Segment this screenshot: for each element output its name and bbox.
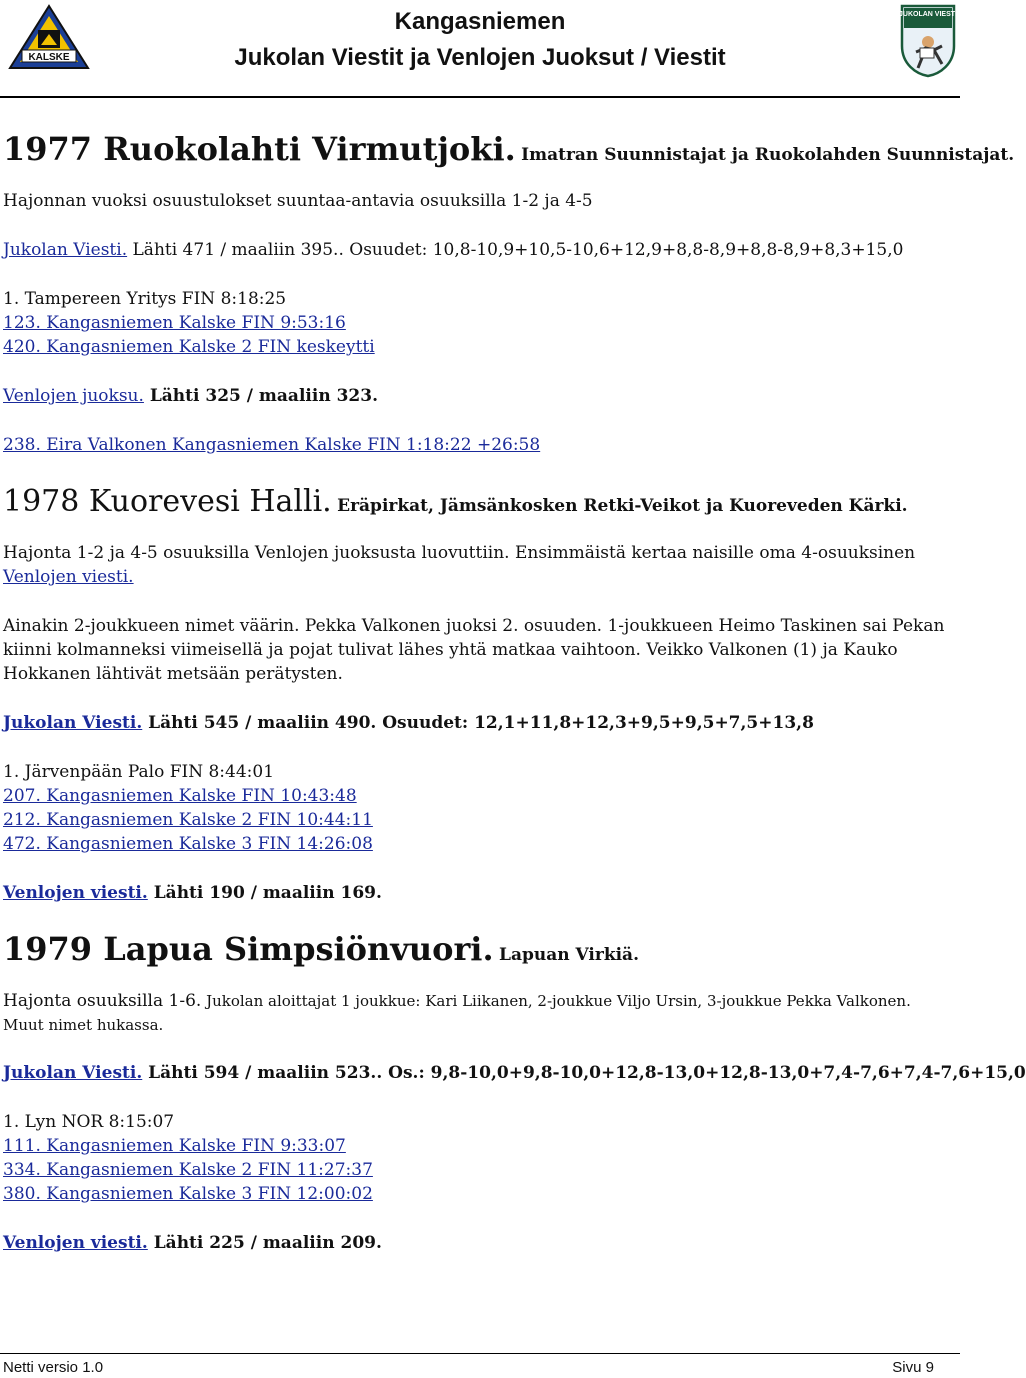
section-1979-note-b: Jukolan aloittajat 1 joukkue: Kari Liikanen, 2-joukkue Viljo Ursin, 3-joukkue Pekka Valkonen. xyxy=(201,992,911,1010)
jukola-logo-text: JUKOLAN VIESTI xyxy=(899,11,957,18)
result-link[interactable]: 472. Kangasniemen Kalske 3 FIN 14:26:08 xyxy=(3,834,373,854)
result-row: 1. Lyn NOR 8:15:07 xyxy=(3,1112,175,1132)
jukolan-viesti-logo xyxy=(898,2,958,78)
section-1977-jukola-line xyxy=(3,240,903,260)
section-1978-note2b: kiinni kolmanneksi viimeisellä ja pojat tulivat lähes yhtä matkaa vaihtoon. Veikko Valkonen (1) ja Kauko xyxy=(3,640,898,660)
section-1978-note2c: Hokkanen lähtivät metsään perätysten. xyxy=(3,664,343,684)
venla-1977-info: Lähti 325 / maaliin 323. xyxy=(143,386,379,406)
page-subtitle: Jukolan Viestit ja Venlojen Juoksut / Viestit xyxy=(234,44,726,71)
footer-page-number: Sivu 9 xyxy=(892,1359,934,1376)
jukola-1978-info: Lähti 545 / maaliin 490. Osuudet: 12,1+11,8+12,3+9,5+9,5+7,5+13,8 xyxy=(142,713,814,733)
section-1978-note2a: Ainakin 2-joukkueen nimet väärin. Pekka Valkonen juoksi 2. osuuden. 1-joukkueen Heimo Taskinen sai Pekan xyxy=(3,616,945,636)
jukola-1977-info: Lähti 471 / maaliin 395.. Osuudet: 10,8-10,9+10,5-10,6+12,9+8,8-8,9+8,8-8,9+8,3+15,0 xyxy=(127,240,904,260)
venla-1979-link[interactable]: Venlojen viesti. xyxy=(3,1233,148,1253)
section-1977-title: 1977 Ruokolahti Virmutjoki. xyxy=(3,130,516,168)
kalske-logo-text: KALSKE xyxy=(28,52,70,63)
jukola-1979-link[interactable]: Jukolan Viesti. xyxy=(3,1063,143,1083)
section-1979-title: 1979 Lapua Simpsiönvuori. xyxy=(3,930,494,968)
jukola-1977-link[interactable]: Jukolan Viesti. xyxy=(3,240,128,260)
section-1979-organizers: Lapuan Virkiä. xyxy=(499,945,639,965)
section-1978-title: 1978 Kuorevesi Halli. xyxy=(3,484,332,519)
section-1979-note xyxy=(3,991,911,1011)
result-row: 1. Järvenpään Palo FIN 8:44:01 xyxy=(3,762,275,782)
section-1979-jukola-line xyxy=(3,1063,1026,1083)
section-1977-venla-line xyxy=(3,386,378,406)
footer-version: Netti versio 1.0 xyxy=(3,1359,104,1376)
section-1977-note: Hajonnan vuoksi osuustulokset suuntaa-antavia osuuksilla 1-2 ja 4-5 xyxy=(3,191,593,211)
section-1979-venla-line xyxy=(3,1233,382,1253)
section-1978-organizers: Eräpirkat, Jämsänkosken Retki-Veikot ja Kuoreveden Kärki. xyxy=(337,496,908,516)
header-divider xyxy=(0,96,960,98)
jukola-1979-info: Lähti 594 / maaliin 523.. Os.: 9,8-10,0+9,8-10,0+12,8-13,0+12,8-13,0+7,4-7,6+7,4-7,6+15,0 xyxy=(142,1063,1026,1083)
page-title: Kangasniemen xyxy=(394,8,566,35)
result-link[interactable]: 238. Eira Valkonen Kangasniemen Kalske FIN 1:18:22 +26:58 xyxy=(3,435,541,455)
section-1978-note1: Hajonta 1-2 ja 4-5 osuuksilla Venlojen juoksusta luovuttiin. Ensimmäistä kertaa naisille oma 4-osuuksinen xyxy=(3,543,916,563)
jukola-1978-link[interactable]: Jukolan Viesti. xyxy=(3,713,143,733)
section-1978-heading xyxy=(3,484,908,519)
section-1977-heading xyxy=(3,130,1014,168)
section-1979-heading xyxy=(3,930,639,968)
result-link[interactable]: 380. Kangasniemen Kalske 3 FIN 12:00:02 xyxy=(3,1184,373,1204)
result-link[interactable]: 207. Kangasniemen Kalske FIN 10:43:48 xyxy=(3,786,357,806)
section-1977-organizers: Imatran Suunnistajat ja Ruokolahden Suunnistajat. xyxy=(521,145,1015,165)
section-1978-jukola-line xyxy=(3,713,814,733)
result-link[interactable]: 123. Kangasniemen Kalske FIN 9:53:16 xyxy=(3,313,346,333)
result-link[interactable]: 334. Kangasniemen Kalske 2 FIN 11:27:37 xyxy=(3,1160,373,1180)
venlojen-viesti-link[interactable]: Venlojen viesti. xyxy=(3,567,134,587)
result-link[interactable]: 111. Kangasniemen Kalske FIN 9:33:07 xyxy=(3,1136,346,1156)
venla-1978-link[interactable]: Venlojen viesti. xyxy=(3,883,148,903)
venla-1978-info: Lähti 190 / maaliin 169. xyxy=(147,883,382,903)
venla-1977-link[interactable]: Venlojen juoksu. xyxy=(3,386,144,406)
footer-divider xyxy=(0,1353,960,1354)
result-row: 1. Tampereen Yritys FIN 8:18:25 xyxy=(3,289,287,309)
section-1978-venla-line xyxy=(3,883,382,903)
result-link[interactable]: 420. Kangasniemen Kalske 2 FIN keskeytti xyxy=(3,337,375,357)
result-link[interactable]: 212. Kangasniemen Kalske 2 FIN 10:44:11 xyxy=(3,810,373,830)
venla-1979-info: Lähti 225 / maaliin 209. xyxy=(147,1233,382,1253)
section-1979-note-a: Hajonta osuuksilla 1-6. xyxy=(3,991,202,1011)
section-1979-note-c: Muut nimet hukassa. xyxy=(3,1016,164,1034)
